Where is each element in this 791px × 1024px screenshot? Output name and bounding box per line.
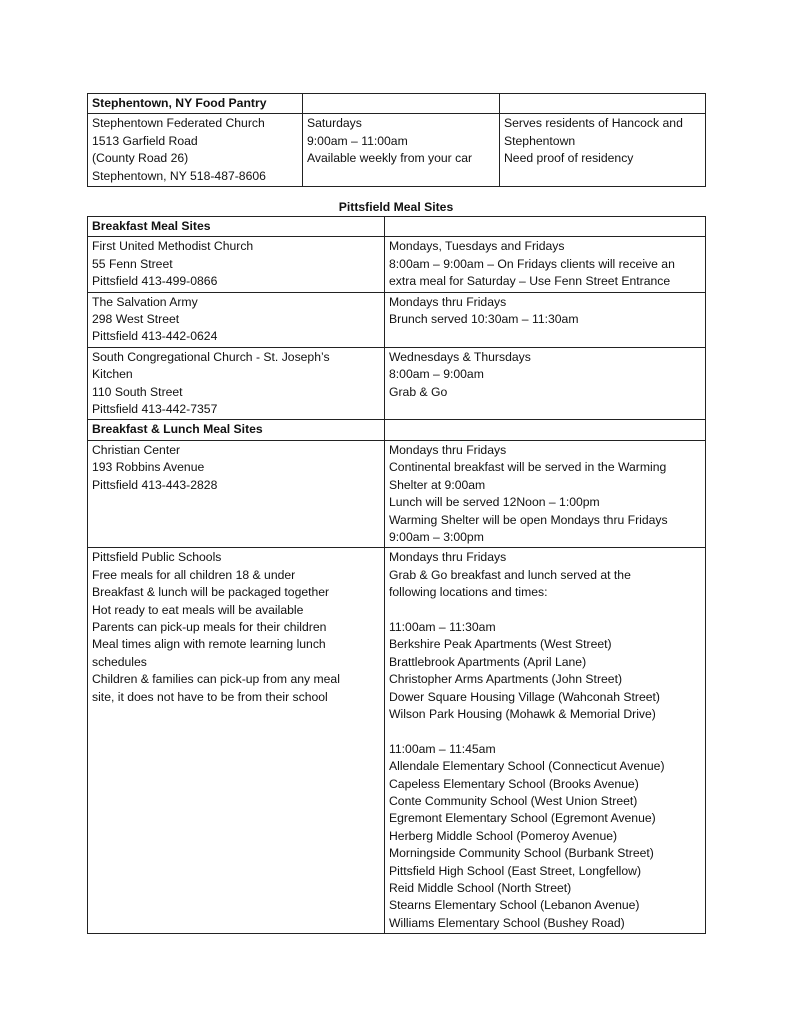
site-schedule-line: Warming Shelter will be open Mondays thru Fridays <box>389 512 668 527</box>
site-location-line: schedules <box>92 654 147 669</box>
site-location-line: Hot ready to eat meals will be available <box>92 602 304 617</box>
pantry-notes-line: Need proof of residency <box>504 151 634 166</box>
site-schedule-cell <box>385 548 706 934</box>
pantry-header-row <box>88 94 706 114</box>
site-schedule-line: 11:00am – 11:30am <box>389 619 496 634</box>
site-schedule-line: Pittsfield High School (East Street, Longfellow) <box>389 863 641 878</box>
site-location-line: Pittsfield 413-499-0866 <box>92 274 218 289</box>
site-schedule-line: extra meal for Saturday – Use Fenn Street Entrance <box>389 274 671 289</box>
site-location-line: Pittsfield Public Schools <box>92 550 222 565</box>
site-schedule-line: Williams Elementary School (Bushey Road) <box>389 915 625 930</box>
pantry-address-line: Stephentown Federated Church <box>92 116 265 131</box>
site-schedule-line: Reid Middle School (North Street) <box>389 881 572 895</box>
pantry-schedule-cell <box>303 114 500 187</box>
site-location-line: 55 Fenn Street <box>92 256 173 271</box>
site-location-cell <box>88 347 385 420</box>
site-schedule-line: Shelter at 9:00am <box>389 477 486 492</box>
pantry-address-line: (County Road 26) <box>92 151 189 166</box>
meal-sites-body <box>88 217 706 934</box>
site-schedule-line: Stearns Elementary School (Lebanon Avenue) <box>389 898 640 913</box>
site-location-line: Pittsfield 413-442-0624 <box>92 329 218 344</box>
pantry-detail-row <box>88 114 706 187</box>
meal-site-row <box>88 237 706 292</box>
meal-sites-table <box>87 216 706 934</box>
blank-line <box>389 602 701 619</box>
empty-cell <box>500 94 706 114</box>
section-heading: Breakfast Meal Sites <box>88 217 385 237</box>
site-location-line: Breakfast & lunch will be packaged together <box>92 585 330 600</box>
site-schedule-line: Mondays thru Fridays <box>389 294 507 309</box>
site-location-line: Free meals for all children 18 & under <box>92 567 296 582</box>
site-schedule-line: Conte Community School (West Union Street) <box>389 793 638 808</box>
site-schedule-cell <box>385 237 706 292</box>
pantry-address-cell <box>88 114 303 187</box>
site-schedule-line: Continental breakfast will be served in the Warming <box>389 460 667 475</box>
site-location-line: South Congregational Church - St. Joseph’s <box>92 349 330 364</box>
site-schedule-line: Herberg Middle School (Pomeroy Avenue) <box>389 828 618 843</box>
site-schedule-line: Mondays, Tuesdays and Fridays <box>389 239 565 254</box>
empty-cell <box>385 420 706 440</box>
blank-line <box>389 723 701 740</box>
site-location-line: The Salvation Army <box>92 294 198 309</box>
empty-cell <box>385 217 706 237</box>
site-schedule-line: Grab & Go <box>389 384 448 399</box>
site-location-line: 298 West Street <box>92 312 180 327</box>
site-location-line: Children & families can pick-up from any meal <box>92 672 340 687</box>
site-schedule-line: 11:00am – 11:45am <box>389 741 496 756</box>
site-location-line: Pittsfield 413-443-2828 <box>92 477 218 492</box>
meal-site-row <box>88 548 706 934</box>
site-location-cell <box>88 548 385 934</box>
meal-site-row <box>88 292 706 347</box>
pantry-notes-line: Serves residents of Hancock and <box>504 116 683 131</box>
site-schedule-line: 8:00am – 9:00am <box>389 367 484 382</box>
meal-site-row <box>88 440 706 547</box>
food-pantry-table <box>87 93 706 187</box>
pantry-schedule-line: Available weekly from your car <box>307 151 473 166</box>
site-schedule-line: Capeless Elementary School (Brooks Avenue) <box>389 776 639 791</box>
pantry-header: Stephentown, NY Food Pantry <box>88 94 303 114</box>
site-location-line: First United Methodist Church <box>92 239 254 254</box>
pantry-address-line: 1513 Garfield Road <box>92 133 198 148</box>
site-schedule-cell <box>385 292 706 347</box>
site-schedule-line: Allendale Elementary School (Connecticut Avenue) <box>389 759 665 774</box>
site-location-cell <box>88 440 385 547</box>
site-schedule-line: Mondays thru Fridays <box>389 550 507 565</box>
pantry-notes-cell <box>500 114 706 187</box>
site-schedule-line: Mondays thru Fridays <box>389 442 507 457</box>
site-location-line: Kitchen <box>92 367 133 382</box>
meal-site-row <box>88 347 706 420</box>
site-schedule-line: Wilson Park Housing (Mohawk & Memorial Drive) <box>389 706 656 721</box>
site-schedule-line: Christopher Arms Apartments (John Street) <box>389 672 623 687</box>
site-schedule-line: Dower Square Housing Village (Wahconah Street) <box>389 689 660 704</box>
empty-cell <box>303 94 500 114</box>
pantry-address-line: Stephentown, NY 518-487-8606 <box>92 168 266 183</box>
site-location-line: Pittsfield 413-442-7357 <box>92 402 218 417</box>
site-location-line: 110 South Street <box>92 384 183 399</box>
site-schedule-line: following locations and times: <box>389 585 548 600</box>
pantry-schedule-line: 9:00am – 11:00am <box>307 133 408 148</box>
section-heading-row <box>88 217 706 237</box>
site-schedule-line: Brattlebrook Apartments (April Lane) <box>389 654 587 669</box>
site-schedule-line: Brunch served 10:30am – 11:30am <box>389 312 579 327</box>
site-location-line: Christian Center <box>92 442 181 457</box>
site-location-line: site, it does not have to be from their school <box>92 689 328 704</box>
section-heading-row <box>88 420 706 440</box>
site-schedule-line: Lunch will be served 12Noon – 1:00pm <box>389 495 600 510</box>
site-schedule-line: Wednesdays & Thursdays <box>389 349 531 364</box>
site-location-cell <box>88 292 385 347</box>
site-schedule-line: Berkshire Peak Apartments (West Street) <box>389 637 612 652</box>
site-schedule-line: 9:00am – 3:00pm <box>389 529 484 544</box>
site-schedule-line: Egremont Elementary School (Egremont Avenue) <box>389 811 656 826</box>
site-location-cell <box>88 237 385 292</box>
site-schedule-line: 8:00am – 9:00am – On Fridays clients will receive an <box>389 256 675 271</box>
site-schedule-line: Grab & Go breakfast and lunch served at the <box>389 567 631 582</box>
site-location-line: Parents can pick-up meals for their children <box>92 619 327 634</box>
pantry-schedule-line: Saturdays <box>307 116 362 131</box>
site-location-line: 193 Robbins Avenue <box>92 460 205 475</box>
site-schedule-line: Morningside Community School (Burbank Street) <box>389 846 654 861</box>
site-schedule-cell <box>385 347 706 420</box>
meal-sites-title: Pittsfield Meal Sites <box>338 200 454 214</box>
section-heading: Breakfast & Lunch Meal Sites <box>88 420 385 440</box>
site-schedule-cell <box>385 440 706 547</box>
pantry-notes-line: Stephentown <box>504 133 576 148</box>
site-location-line: Meal times align with remote learning lunch <box>92 637 326 652</box>
